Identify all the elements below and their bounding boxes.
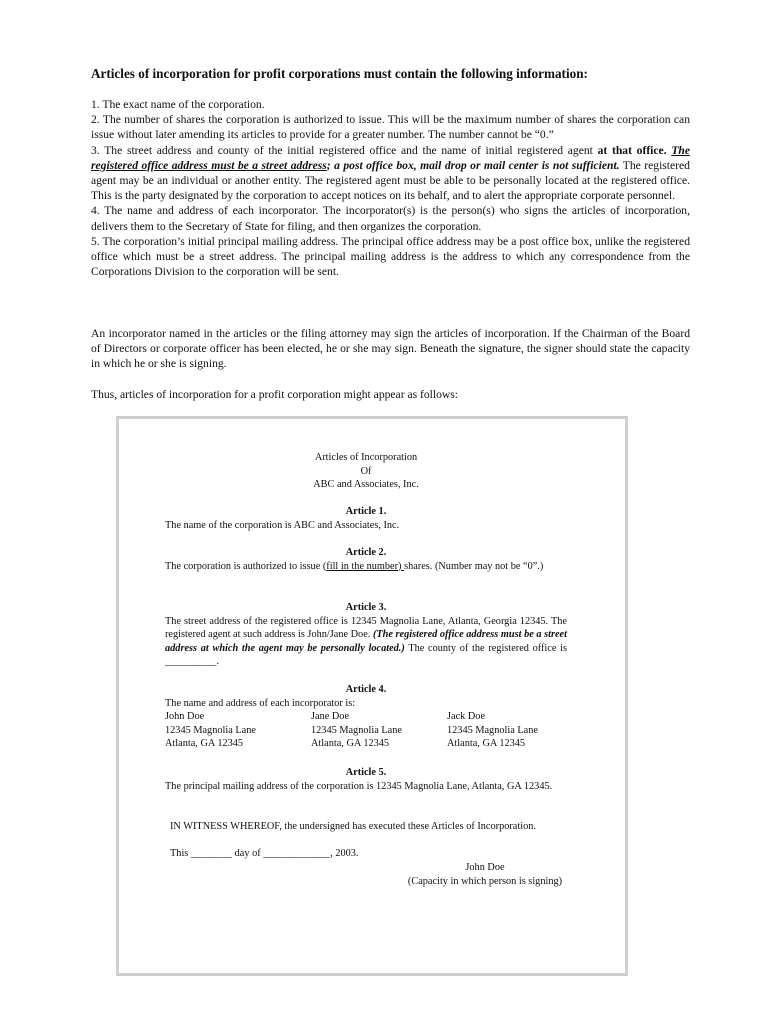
list-item: 5. The corporation’s initial principal mailing address. The principal office address may be a post office box, unlike the registered office which must be a street address. The principal mailing address is the address to which any correspondence from the Corporations Division to the corporation will be sent. (91, 234, 690, 279)
article-title: Article 3. (345, 602, 387, 613)
list-item-emphasis: ; a post office box, mail drop or mail center is not sufficient. (326, 158, 620, 172)
incorporator-city: Atlanta, GA 12345 (165, 738, 244, 750)
article-4 (165, 683, 567, 751)
article-title: Article 4. (345, 684, 387, 695)
article-text-emphasis: (The registered office address must be a street address at which the agent may be personally located.) (165, 629, 567, 654)
incorporator-name: Jack Doe (447, 711, 486, 723)
article-5 (165, 766, 567, 793)
list-item-text: The registered agent may be an individual or another entity. The registered agent must be able to be personally located at the registered office. This is the party designated by the corporation to accept notices on its behalf, and to alert the appropriate corporate personnel. (91, 158, 690, 203)
signer-name: John Doe (465, 862, 505, 873)
article-text-underlined: fill in the number) (326, 560, 405, 572)
article-2 (165, 546, 567, 573)
article-text-part: shares. (Number may not be “0”.) (404, 560, 544, 572)
incorporator-name: John Doe (165, 711, 205, 723)
article-3 (165, 601, 567, 669)
incorporator-city: Atlanta, GA 12345 (447, 738, 526, 750)
sample-title (165, 451, 567, 492)
signer-capacity: (Capacity in which person is signing) (407, 875, 563, 887)
sample-title-line: Articles of Incorporation (314, 452, 418, 463)
article-text: The name of the corporation is ABC and Associates, Inc. (165, 519, 400, 531)
sample-title-line: ABC and Associates, Inc. (313, 479, 419, 491)
article-text-part: The county of the registered office is __________. (165, 642, 567, 668)
incorporator-street: 12345 Magnolia Lane (311, 724, 402, 736)
list-item: 2. The number of shares the corporation is authorized to issue. This will be the maximum number of shares the corporation can issue without later amending its articles to provide for a greater number. The number cannot be “0.” (91, 113, 690, 142)
incorporator-entry (311, 710, 447, 751)
article-text-part: The corporation is authorized to issue ( (165, 560, 327, 572)
article-title: Article 5. (345, 767, 387, 778)
article-text: The name and address of each incorporator is: (165, 697, 356, 709)
article-text (165, 615, 567, 669)
incorporator-entry (447, 710, 567, 751)
article-title: Article 1. (345, 506, 387, 517)
date-line: This ________ day of _____________, 2003. (170, 848, 359, 859)
article-text (165, 560, 567, 574)
list-item: 1. The exact name of the corporation. (91, 98, 265, 111)
article-text: The principal mailing address of the corporation is 12345 Magnolia Lane, Atlanta, GA 12345. (165, 780, 553, 792)
witness-clause: IN WITNESS WHEREOF, the undersigned has executed these Articles of Incorporation. (170, 821, 536, 832)
incorporator-list (165, 710, 567, 751)
article-text-part: The street address of the registered office is 12345 Magnolia Lane, Atlanta, Georgia 12345. The registered agent at such address is John/Jane Doe. (165, 615, 567, 641)
list-item-emphasis: The registered office address must be a street address (91, 143, 691, 172)
page-title: Articles of incorporation for profit corporations must contain the following information: (91, 66, 588, 81)
paragraph-intro: Thus, articles of incorporation for a profit corporation might appear as follows: (91, 388, 459, 401)
incorporator-name: Jane Doe (311, 711, 350, 723)
incorporator-entry (165, 710, 311, 751)
incorporator-city: Atlanta, GA 12345 (311, 738, 390, 750)
article-title: Article 2. (345, 547, 387, 558)
article-1 (165, 505, 567, 532)
paragraph-signing: An incorporator named in the articles or the filing attorney may sign the articles of incorporation. If the Chairman of the Board of Directors or corporate officer has been elected, he or she may sign. Beneath the signature, the signer should state the capacity in which he or she is signing. (91, 327, 690, 371)
requirements-list (91, 97, 690, 279)
list-item-bold: at that office. (597, 143, 667, 157)
incorporator-street: 12345 Magnolia Lane (447, 724, 538, 736)
list-item (91, 143, 690, 204)
list-item-text: 3. The street address and county of the initial registered office and the name of initial registered agent (91, 143, 598, 157)
sample-title-line: Of (360, 465, 372, 477)
incorporator-street: 12345 Magnolia Lane (165, 724, 256, 736)
list-item: 4. The name and address of each incorporator. The incorporator(s) is the person(s) who signs the articles of incorporation, delivers them to the Secretary of State for filing, and then organizes the corporation. (91, 204, 690, 233)
signature-block (380, 861, 590, 888)
